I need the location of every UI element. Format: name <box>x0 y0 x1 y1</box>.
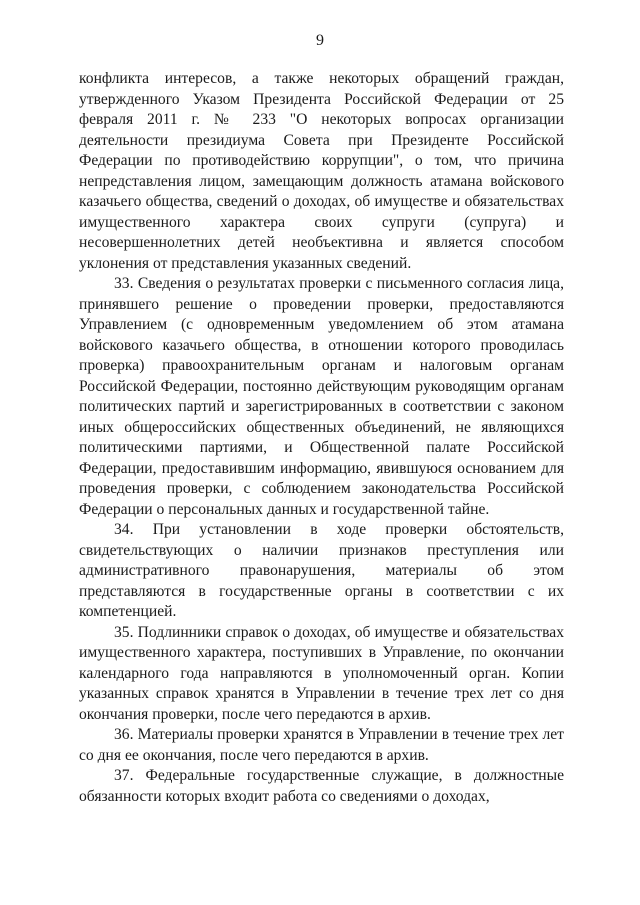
paragraph-item-33: 33. Сведения о результатах проверки с письменного согласия лица, принявшего решение о проведении проверки, предоставляются Управлением (с одновременным уведомлением об этом атамана войскового казачьего общества, в отношении которого проводилась проверка) правоохранительным органам и налоговым органам Российской Федерации, постоянно действующим руководящим органам политических партий и зарегистрированных в соответствии с законом иных общероссийских общественных объединений, не являющихся политическими партиями, и Общественной палате Российской Федерации, предоставившим информацию, явившуюся основанием для проведения проверки, с соблюдением законодательства Российской Федерации о персональных данных и государственной тайне. <box>79 275 564 518</box>
page-number: 9 <box>316 32 324 49</box>
paragraph-item-37: 37. Федеральные государственные служащие, в должностные обязанности которых входит работа со сведениями о доходах, <box>79 767 564 805</box>
paragraph-item-36: 36. Материалы проверки хранятся в Управлении в течение трех лет со дня ее окончания, после чего передаются в архив. <box>79 726 564 764</box>
paragraph-continuation: конфликта интересов, а также некоторых обращений граждан, утвержденного Указом Президента Российской Федерации от 25 февраля 2011 г. № 233 "О некоторых вопросах организации деятельности президиума Совета при Президенте Российской Федерации по противодействию коррупции", о том, что причина непредставления лицом, замещающим должность атамана войскового казачьего общества, сведений о доходах, об имуществе и обязательствах имущественного характера своих супруги (супруга) и несовершеннолетних детей необъективна и является способом уклонения от представления указанных сведений. <box>79 70 564 272</box>
paragraph-item-34: 34. При установлении в ходе проверки обстоятельств, свидетельствующих о наличии признаков преступления или административного правонарушения, материалы об этом представляются в государственные органы в соответствии с их компетенцией. <box>79 521 564 620</box>
paragraph-item-35: 35. Подлинники справок о доходах, об имуществе и обязательствах имущественного характера, поступивших в Управление, по окончании календарного года направляются в уполномоченный орган. Копии указанных справок хранятся в Управлении в течение трех лет со дня окончания проверки, после чего передаются в архив. <box>79 623 564 723</box>
document-body <box>79 69 564 807</box>
